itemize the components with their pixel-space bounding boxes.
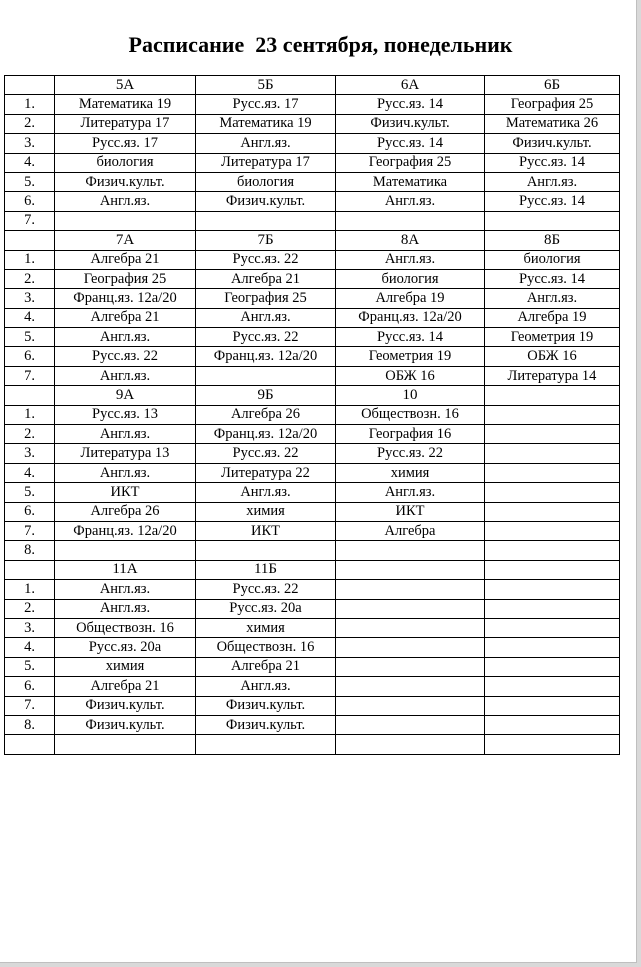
lesson-number-cell: 8. xyxy=(5,715,55,734)
subject-cell xyxy=(336,677,485,696)
subject-cell: Физич.культ. xyxy=(196,715,336,734)
subject-cell: Алгебра 21 xyxy=(55,677,196,696)
subject-cell: Обществозн. 16 xyxy=(336,405,485,424)
header-corner-cell xyxy=(5,386,55,405)
subject-cell xyxy=(336,735,485,754)
lesson-number-cell: 5. xyxy=(5,172,55,191)
lesson-number-cell: 4. xyxy=(5,308,55,327)
lesson-row xyxy=(5,521,620,540)
subject-cell: Физич.культ. xyxy=(196,696,336,715)
lesson-number-cell: 2. xyxy=(5,114,55,133)
subject-cell: Франц.яз. 12а/20 xyxy=(336,308,485,327)
subject-cell: Англ.яз. xyxy=(196,308,336,327)
subject-cell xyxy=(55,541,196,560)
subject-cell: Русс.яз. 20а xyxy=(55,638,196,657)
subject-cell: Алгебра 26 xyxy=(196,405,336,424)
subject-cell: Англ.яз. xyxy=(485,172,620,191)
subject-cell: Франц.яз. 12а/20 xyxy=(196,425,336,444)
subject-cell xyxy=(336,580,485,599)
subject-cell: Литература 14 xyxy=(485,366,620,385)
lesson-row xyxy=(5,211,620,230)
subject-cell: Русс.яз. 22 xyxy=(336,444,485,463)
subject-cell: химия xyxy=(196,502,336,521)
subject-cell: Русс.яз. 14 xyxy=(485,153,620,172)
subject-cell xyxy=(485,580,620,599)
subject-cell: Русс.яз. 14 xyxy=(336,95,485,114)
subject-cell: биология xyxy=(196,172,336,191)
subject-cell: Англ.яз. xyxy=(55,366,196,385)
lesson-number-cell: 6. xyxy=(5,502,55,521)
class-name-cell: 6А xyxy=(336,76,485,95)
lesson-number-cell: 1. xyxy=(5,95,55,114)
lesson-row xyxy=(5,134,620,153)
subject-cell: Алгебра 21 xyxy=(196,269,336,288)
subject-cell: Русс.яз. 22 xyxy=(196,580,336,599)
lesson-row xyxy=(5,735,620,754)
subject-cell: Обществозн. 16 xyxy=(196,638,336,657)
subject-cell: Русс.яз. 22 xyxy=(196,328,336,347)
subject-cell: биология xyxy=(485,250,620,269)
subject-cell xyxy=(485,425,620,444)
lesson-number-cell: 6. xyxy=(5,192,55,211)
class-name-cell xyxy=(485,560,620,579)
subject-cell: География 25 xyxy=(336,153,485,172)
subject-cell xyxy=(485,677,620,696)
subject-cell: Алгебра 21 xyxy=(196,657,336,676)
lesson-number-cell: 8. xyxy=(5,541,55,560)
class-name-cell: 6Б xyxy=(485,76,620,95)
lesson-number-cell: 1. xyxy=(5,250,55,269)
subject-cell xyxy=(196,211,336,230)
lesson-number-cell xyxy=(5,735,55,754)
subject-cell xyxy=(485,657,620,676)
subject-cell xyxy=(485,405,620,424)
lesson-number-cell: 1. xyxy=(5,405,55,424)
subject-cell: Алгебра 19 xyxy=(485,308,620,327)
class-name-cell: 7А xyxy=(55,231,196,250)
lesson-number-cell: 5. xyxy=(5,328,55,347)
subject-cell: Русс.яз. 17 xyxy=(196,95,336,114)
subject-cell xyxy=(336,715,485,734)
subject-cell: Физич.культ. xyxy=(55,696,196,715)
subject-cell: Литература 17 xyxy=(196,153,336,172)
subject-cell: биология xyxy=(55,153,196,172)
lesson-row xyxy=(5,192,620,211)
subject-cell xyxy=(485,483,620,502)
subject-cell xyxy=(196,541,336,560)
lesson-number-cell: 4. xyxy=(5,638,55,657)
subject-cell: Литература 13 xyxy=(55,444,196,463)
subject-cell: Русс.яз. 14 xyxy=(336,328,485,347)
subject-cell xyxy=(485,463,620,482)
class-name-cell: 5Б xyxy=(196,76,336,95)
subject-cell xyxy=(55,735,196,754)
subject-cell: Англ.яз. xyxy=(55,328,196,347)
subject-cell: Физич.культ. xyxy=(196,192,336,211)
subject-cell: География 25 xyxy=(196,289,336,308)
subject-cell: Англ.яз. xyxy=(485,289,620,308)
subject-cell: Англ.яз. xyxy=(196,134,336,153)
subject-cell: Геометрия 19 xyxy=(485,328,620,347)
lesson-number-cell: 4. xyxy=(5,463,55,482)
subject-cell xyxy=(196,366,336,385)
subject-cell xyxy=(485,735,620,754)
lesson-row xyxy=(5,250,620,269)
subject-cell: География 25 xyxy=(55,269,196,288)
lesson-number-cell: 3. xyxy=(5,618,55,637)
lesson-row xyxy=(5,444,620,463)
subject-cell: География 25 xyxy=(485,95,620,114)
subject-cell: ИКТ xyxy=(196,521,336,540)
subject-cell xyxy=(485,211,620,230)
subject-cell xyxy=(336,657,485,676)
subject-cell: Русс.яз. 22 xyxy=(55,347,196,366)
subject-cell: Франц.яз. 12а/20 xyxy=(55,521,196,540)
subject-cell: География 16 xyxy=(336,425,485,444)
lesson-row xyxy=(5,328,620,347)
subject-cell: Русс.яз. 13 xyxy=(55,405,196,424)
lesson-row xyxy=(5,308,620,327)
lesson-number-cell: 6. xyxy=(5,677,55,696)
subject-cell xyxy=(336,599,485,618)
lesson-row xyxy=(5,580,620,599)
subject-cell: Алгебра 21 xyxy=(55,308,196,327)
subject-cell: Алгебра 26 xyxy=(55,502,196,521)
lesson-row xyxy=(5,715,620,734)
lesson-row xyxy=(5,657,620,676)
lesson-row xyxy=(5,95,620,114)
lesson-number-cell: 5. xyxy=(5,483,55,502)
lesson-row xyxy=(5,696,620,715)
subject-cell: Алгебра 19 xyxy=(336,289,485,308)
lesson-number-cell: 2. xyxy=(5,599,55,618)
class-name-cell: 11Б xyxy=(196,560,336,579)
subject-cell xyxy=(485,638,620,657)
subject-cell: Физич.культ. xyxy=(336,114,485,133)
subject-cell xyxy=(336,696,485,715)
subject-cell: Русс.яз. 14 xyxy=(485,192,620,211)
subject-cell xyxy=(336,618,485,637)
subject-cell: Математика xyxy=(336,172,485,191)
class-name-cell: 5А xyxy=(55,76,196,95)
subject-cell xyxy=(55,211,196,230)
class-name-cell xyxy=(485,386,620,405)
lesson-row xyxy=(5,269,620,288)
lesson-row xyxy=(5,541,620,560)
subject-cell: Англ.яз. xyxy=(55,425,196,444)
lesson-number-cell: 3. xyxy=(5,134,55,153)
lesson-number-cell: 2. xyxy=(5,269,55,288)
subject-cell: химия xyxy=(196,618,336,637)
subject-cell xyxy=(485,696,620,715)
subject-cell xyxy=(336,541,485,560)
class-name-cell: 10 xyxy=(336,386,485,405)
class-name-cell xyxy=(336,560,485,579)
lesson-row xyxy=(5,677,620,696)
subject-cell: Русс.яз. 14 xyxy=(485,269,620,288)
subject-cell xyxy=(336,638,485,657)
subject-cell: Франц.яз. 12а/20 xyxy=(55,289,196,308)
subject-cell: Англ.яз. xyxy=(336,483,485,502)
lesson-number-cell: 7. xyxy=(5,211,55,230)
lesson-row xyxy=(5,599,620,618)
subject-cell: химия xyxy=(336,463,485,482)
subject-cell: Алгебра 21 xyxy=(55,250,196,269)
subject-cell: ИКТ xyxy=(336,502,485,521)
lesson-number-cell: 1. xyxy=(5,580,55,599)
subject-cell: Геометрия 19 xyxy=(336,347,485,366)
subject-cell: Литература 17 xyxy=(55,114,196,133)
subject-cell: Русс.яз. 22 xyxy=(196,250,336,269)
lesson-row xyxy=(5,366,620,385)
page-title: Расписание 23 сентября, понедельник xyxy=(128,32,513,57)
subject-cell: биология xyxy=(336,269,485,288)
subject-cell: Русс.яз. 14 xyxy=(336,134,485,153)
lesson-row xyxy=(5,172,620,191)
subject-cell: химия xyxy=(55,657,196,676)
class-name-cell: 8Б xyxy=(485,231,620,250)
lesson-row xyxy=(5,347,620,366)
lesson-number-cell: 6. xyxy=(5,347,55,366)
lesson-row xyxy=(5,502,620,521)
subject-cell: Франц.яз. 12а/20 xyxy=(196,347,336,366)
subject-cell: Физич.культ. xyxy=(55,715,196,734)
subject-cell: Русс.яз. 22 xyxy=(196,444,336,463)
lesson-number-cell: 7. xyxy=(5,366,55,385)
subject-cell xyxy=(485,599,620,618)
subject-cell: Англ.яз. xyxy=(55,463,196,482)
subject-cell: Математика 26 xyxy=(485,114,620,133)
subject-cell: Математика 19 xyxy=(196,114,336,133)
subject-cell xyxy=(485,521,620,540)
subject-cell: Англ.яз. xyxy=(196,483,336,502)
lesson-row xyxy=(5,618,620,637)
subject-cell xyxy=(485,444,620,463)
class-header-row xyxy=(5,76,620,95)
lesson-row xyxy=(5,425,620,444)
lesson-number-cell: 7. xyxy=(5,696,55,715)
subject-cell xyxy=(485,541,620,560)
subject-cell: ОБЖ 16 xyxy=(336,366,485,385)
lesson-number-cell: 2. xyxy=(5,425,55,444)
subject-cell: Англ.яз. xyxy=(55,599,196,618)
subject-cell: Англ.яз. xyxy=(196,677,336,696)
class-name-cell: 11А xyxy=(55,560,196,579)
subject-cell: Обществозн. 16 xyxy=(55,618,196,637)
class-header-row xyxy=(5,386,620,405)
subject-cell: ИКТ xyxy=(55,483,196,502)
class-name-cell: 8А xyxy=(336,231,485,250)
subject-cell: Русс.яз. 20а xyxy=(196,599,336,618)
lesson-row xyxy=(5,289,620,308)
subject-cell: Англ.яз. xyxy=(55,580,196,599)
class-name-cell: 9А xyxy=(55,386,196,405)
lesson-row xyxy=(5,114,620,133)
lesson-row xyxy=(5,153,620,172)
subject-cell xyxy=(485,715,620,734)
lesson-number-cell: 5. xyxy=(5,657,55,676)
class-header-row xyxy=(5,560,620,579)
subject-cell: Литература 22 xyxy=(196,463,336,482)
subject-cell: Математика 19 xyxy=(55,95,196,114)
subject-cell xyxy=(485,502,620,521)
lesson-row xyxy=(5,463,620,482)
lesson-row xyxy=(5,638,620,657)
class-header-row xyxy=(5,231,620,250)
lesson-number-cell: 3. xyxy=(5,444,55,463)
class-name-cell: 9Б xyxy=(196,386,336,405)
subject-cell: Алгебра xyxy=(336,521,485,540)
lesson-row xyxy=(5,405,620,424)
subject-cell: Физич.культ. xyxy=(485,134,620,153)
subject-cell: Физич.культ. xyxy=(55,172,196,191)
subject-cell xyxy=(485,618,620,637)
subject-cell xyxy=(196,735,336,754)
schedule-table xyxy=(4,75,620,755)
lesson-number-cell: 4. xyxy=(5,153,55,172)
class-name-cell: 7Б xyxy=(196,231,336,250)
subject-cell xyxy=(336,211,485,230)
header-corner-cell xyxy=(5,231,55,250)
subject-cell: Англ.яз. xyxy=(55,192,196,211)
header-corner-cell xyxy=(5,560,55,579)
lesson-number-cell: 7. xyxy=(5,521,55,540)
subject-cell: Англ.яз. xyxy=(336,192,485,211)
header-corner-cell xyxy=(5,76,55,95)
subject-cell: Англ.яз. xyxy=(336,250,485,269)
subject-cell: ОБЖ 16 xyxy=(485,347,620,366)
lesson-row xyxy=(5,483,620,502)
subject-cell: Русс.яз. 17 xyxy=(55,134,196,153)
lesson-number-cell: 3. xyxy=(5,289,55,308)
